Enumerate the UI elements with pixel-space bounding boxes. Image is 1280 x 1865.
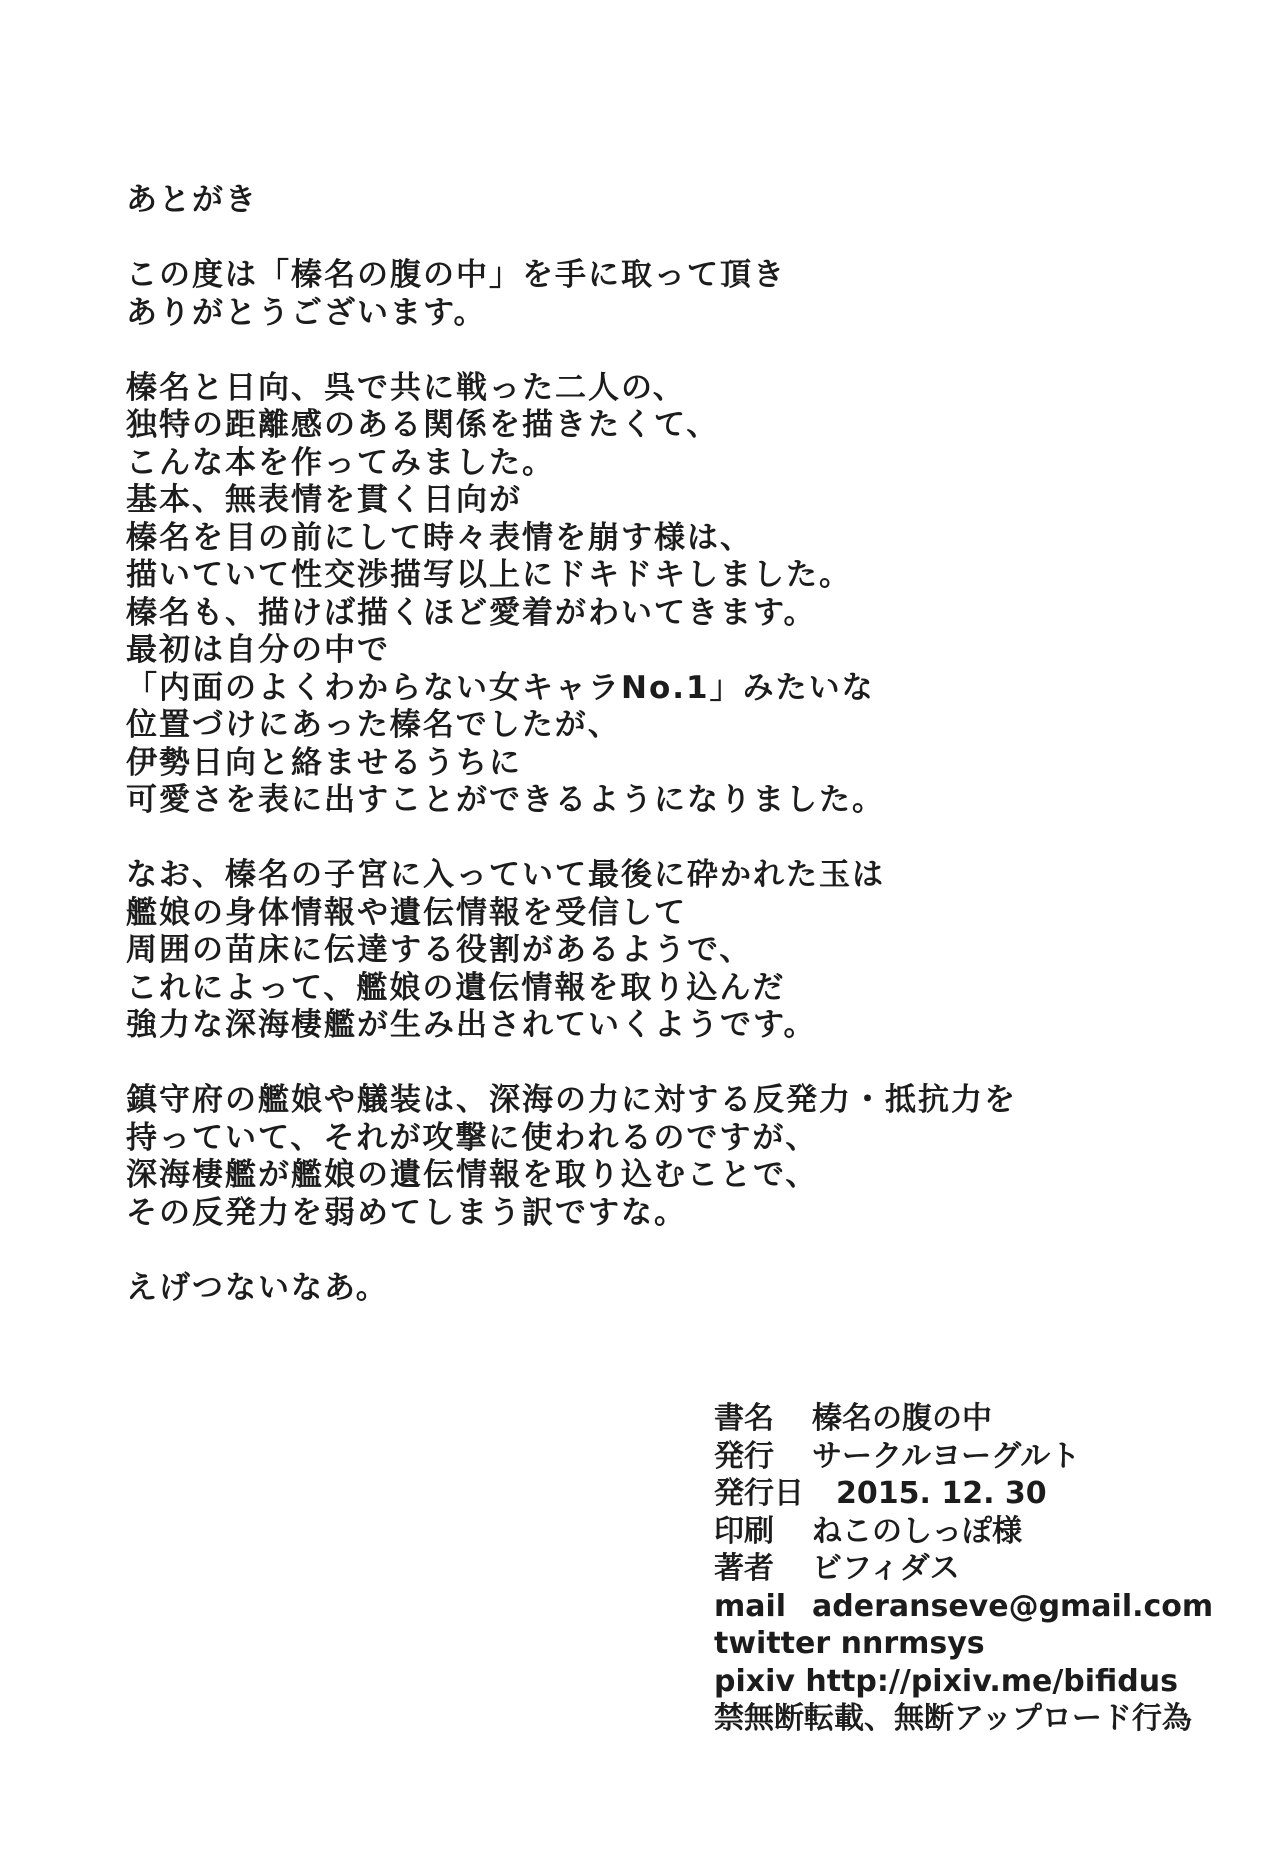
text-line: なお、榛名の子宮に入っていて最後に砕かれた玉は xyxy=(126,857,885,893)
text-line: 位置づけにあった榛名でしたが、 xyxy=(126,707,621,743)
text-line: 可愛さを表に出すことができるようになりました。 xyxy=(126,782,885,818)
text-line: えげつないなあ。 xyxy=(126,1269,389,1306)
colophon-mail-label: mail xyxy=(714,1588,787,1624)
text-line: 描いていて性交渉描写以上にドキドキしました。 xyxy=(126,557,852,593)
text-line: 伊勢日向と絡ませるうちに xyxy=(126,744,522,781)
afterword-paragraph xyxy=(126,370,1186,820)
afterword-paragraph xyxy=(126,857,1186,1045)
text-line: 最初は自分の中で xyxy=(126,632,390,668)
text-line: こんな本を作ってみました。 xyxy=(126,444,555,481)
colophon-author-label: 著者 xyxy=(714,1551,774,1586)
colophon-title-value: 榛名の腹の中 xyxy=(812,1401,992,1436)
colophon-publisher-label: 発行 xyxy=(714,1438,774,1474)
text-line: 榛名を目の前にして時々表情を崩す様は、 xyxy=(126,519,753,556)
colophon-title-label: 書名 xyxy=(714,1401,774,1436)
text-line: 独特の距離感のある関係を描きたくて、 xyxy=(126,407,720,443)
text-line: 周囲の苗床に伝達する役割があるようで、 xyxy=(126,932,753,968)
text-line: この度は「榛名の腹の中」を手に取って頂き xyxy=(126,257,786,293)
colophon-twitter-line: twitter nnrmsys xyxy=(714,1626,985,1661)
colophon-date-value: 2015. 12. 30 xyxy=(836,1476,1047,1511)
afterword-paragraph xyxy=(126,1270,1186,1308)
colophon-mail-row xyxy=(714,1588,1234,1626)
text-line: 強力な深海棲艦が生み出されていくようです。 xyxy=(126,1007,817,1043)
colophon-printer-value: ねこのしっぽ様 xyxy=(812,1513,1022,1549)
colophon-printer-row xyxy=(714,1513,1234,1551)
afterword-paragraph xyxy=(126,1082,1186,1232)
text-line: その反発力を弱めてしまう訳ですな。 xyxy=(126,1194,687,1231)
text-line: 「内面のよくわからない女キャラNo.1」みたいな xyxy=(126,669,875,706)
colophon-publisher-value: サークルヨーグルト xyxy=(812,1438,1081,1474)
colophon-date-label: 発行日 xyxy=(714,1476,804,1511)
colophon-title-row xyxy=(714,1400,1234,1438)
text-line: 持っていて、それが攻撃に使われるのですが、 xyxy=(126,1119,819,1156)
colophon-author-row xyxy=(714,1550,1234,1588)
colophon-author-value: ビフィダス xyxy=(812,1551,960,1586)
colophon-notice-line: 禁無断転載、無断アップロード行為 xyxy=(714,1701,1192,1736)
text-line: これによって、艦娘の遺伝情報を取り込んだ xyxy=(126,969,786,1006)
colophon-mail-value: aderanseve@gmail.com xyxy=(812,1588,1214,1624)
text-line: 深海棲艦が艦娘の遺伝情報を取り込むことで、 xyxy=(126,1157,819,1193)
text-line: 榛名と日向、呉で共に戦った二人の、 xyxy=(126,369,686,406)
colophon-printer-label: 印刷 xyxy=(714,1513,774,1549)
colophon-pixiv-line: pixiv http://pixiv.me/bifidus xyxy=(714,1663,1178,1699)
afterword-text xyxy=(126,182,1186,1345)
text-line: 榛名も、描けば描くほど愛着がわいてきます。 xyxy=(126,594,817,631)
text-line: ありがとうございます。 xyxy=(126,294,487,331)
text-line: 艦娘の身体情報や遺伝情報を受信して xyxy=(126,894,687,931)
colophon xyxy=(714,1400,1234,1738)
afterword-heading: あとがき xyxy=(126,182,258,218)
colophon-date-row xyxy=(714,1475,1234,1513)
afterword-paragraph xyxy=(126,257,1186,332)
colophon-publisher-row xyxy=(714,1438,1234,1476)
text-line: 基本、無表情を貫く日向が xyxy=(126,482,522,518)
afterword-heading-block xyxy=(126,182,1186,220)
text-line: 鎮守府の艦娘や艤装は、深海の力に対する反発力・抵抗力を xyxy=(126,1082,1017,1118)
